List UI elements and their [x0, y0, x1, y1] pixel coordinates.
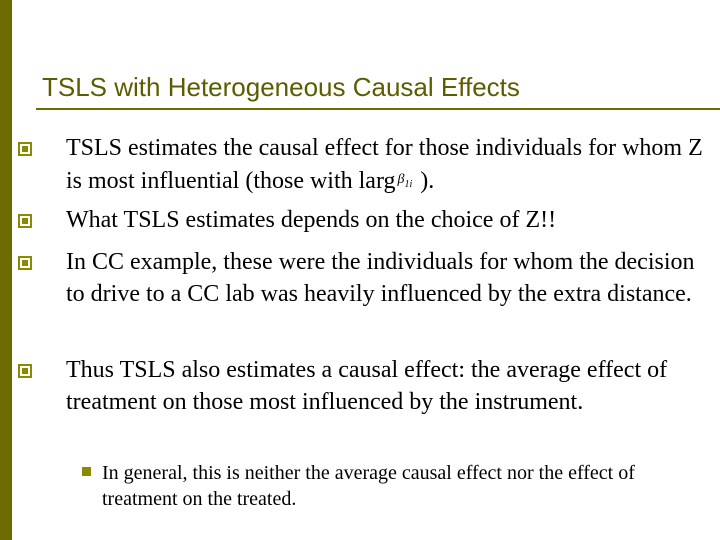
bullet-1-text-end: ). — [414, 167, 435, 194]
sub-bullet-1-text: In general, this is neither the average causal effect nor the effect of treatment on the treated. — [102, 462, 635, 510]
square-bullet-icon — [18, 142, 32, 156]
bullet-item-2 — [66, 204, 706, 236]
square-bullet-icon — [18, 256, 32, 270]
bullet-item-3 — [66, 246, 706, 310]
bullet-1-text: TSLS estimates the causal effect for those individuals for whom Z is most influential (those with larg — [66, 135, 703, 194]
slide-title: TSLS with Heterogeneous Causal Effects — [42, 72, 520, 102]
bullet-2-text: What TSLS estimates depends on the choice of Z!! — [66, 207, 557, 233]
bullet-item-1 — [66, 132, 706, 201]
square-bullet-icon — [18, 364, 32, 378]
bullet-4-text: Thus TSLS also estimates a causal effect: the average effect of treatment on those most influenced by the instrument. — [66, 357, 668, 415]
sub-bullet-item-1 — [102, 460, 692, 512]
left-accent-bar — [0, 0, 12, 540]
square-bullet-icon — [18, 214, 32, 228]
title-underline — [36, 108, 720, 110]
small-square-bullet-icon — [82, 467, 91, 476]
bullet-3-text: In CC example, these were the individuals for whom the decision to drive to a CC lab was heavily influenced by the extra distance. — [66, 249, 695, 307]
bullet-item-4 — [66, 354, 706, 418]
beta-1i-math-image: $\beta_{1i}$ — [396, 164, 415, 201]
